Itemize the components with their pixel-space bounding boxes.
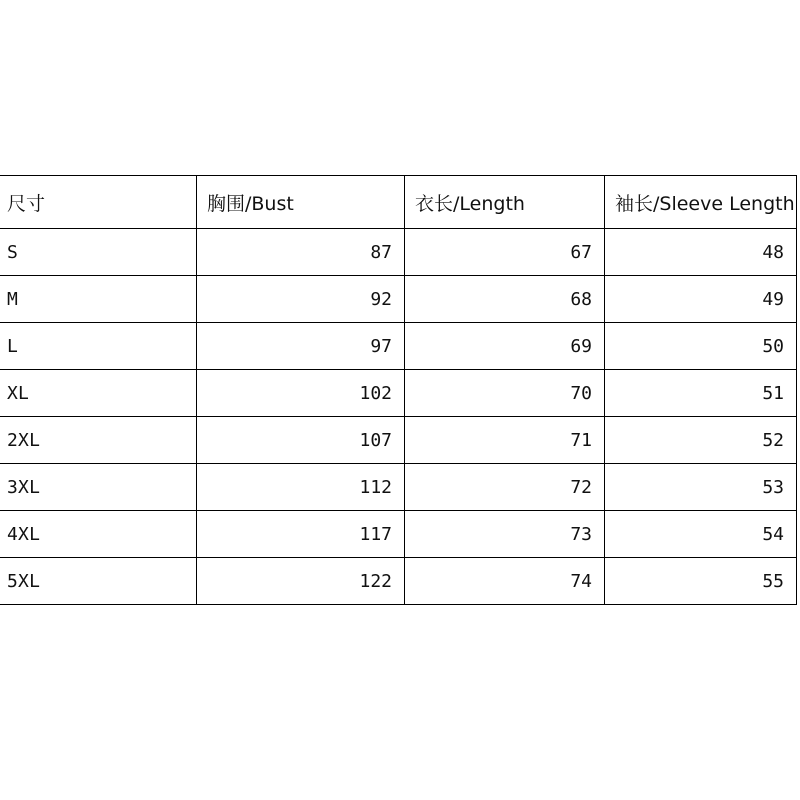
cell-bust: 97 [197,323,405,370]
table-row [0,417,797,464]
size-chart-table [0,175,797,605]
cell-size: S [0,229,197,276]
size-chart-container [0,175,796,605]
cell-sleeve: 51 [605,370,797,417]
cell-sleeve: 50 [605,323,797,370]
cell-length: 69 [405,323,605,370]
table-row [0,464,797,511]
cell-bust: 87 [197,229,405,276]
table-row [0,511,797,558]
table-header-row [0,176,797,229]
cell-bust: 102 [197,370,405,417]
header-label-bust: 胸围/Bust [207,192,294,215]
cell-size: 5XL [0,558,197,605]
table-row [0,370,797,417]
cell-length: 68 [405,276,605,323]
cell-length: 67 [405,229,605,276]
cell-size: M [0,276,197,323]
cell-size: L [0,323,197,370]
header-cell-size [0,176,197,229]
header-cell-sleeve [605,176,797,229]
cell-length: 74 [405,558,605,605]
cell-sleeve: 54 [605,511,797,558]
cell-length: 71 [405,417,605,464]
header-label-length: 衣长/Length [415,192,525,215]
cell-sleeve: 52 [605,417,797,464]
table-row [0,323,797,370]
table-row [0,276,797,323]
cell-sleeve: 48 [605,229,797,276]
table-body [0,229,797,605]
table-row [0,229,797,276]
cell-length: 72 [405,464,605,511]
cell-sleeve: 55 [605,558,797,605]
cell-length: 73 [405,511,605,558]
cell-sleeve: 49 [605,276,797,323]
header-cell-bust [197,176,405,229]
cell-sleeve: 53 [605,464,797,511]
cell-size: 3XL [0,464,197,511]
cell-size: 2XL [0,417,197,464]
table-header [0,176,797,229]
header-cell-length [405,176,605,229]
cell-bust: 112 [197,464,405,511]
cell-size: XL [0,370,197,417]
header-label-size: 尺寸 [7,192,46,215]
cell-bust: 122 [197,558,405,605]
cell-size: 4XL [0,511,197,558]
cell-length: 70 [405,370,605,417]
cell-bust: 92 [197,276,405,323]
cell-bust: 107 [197,417,405,464]
cell-bust: 117 [197,511,405,558]
header-label-sleeve: 袖长/Sleeve Length [615,192,795,215]
table-row [0,558,797,605]
